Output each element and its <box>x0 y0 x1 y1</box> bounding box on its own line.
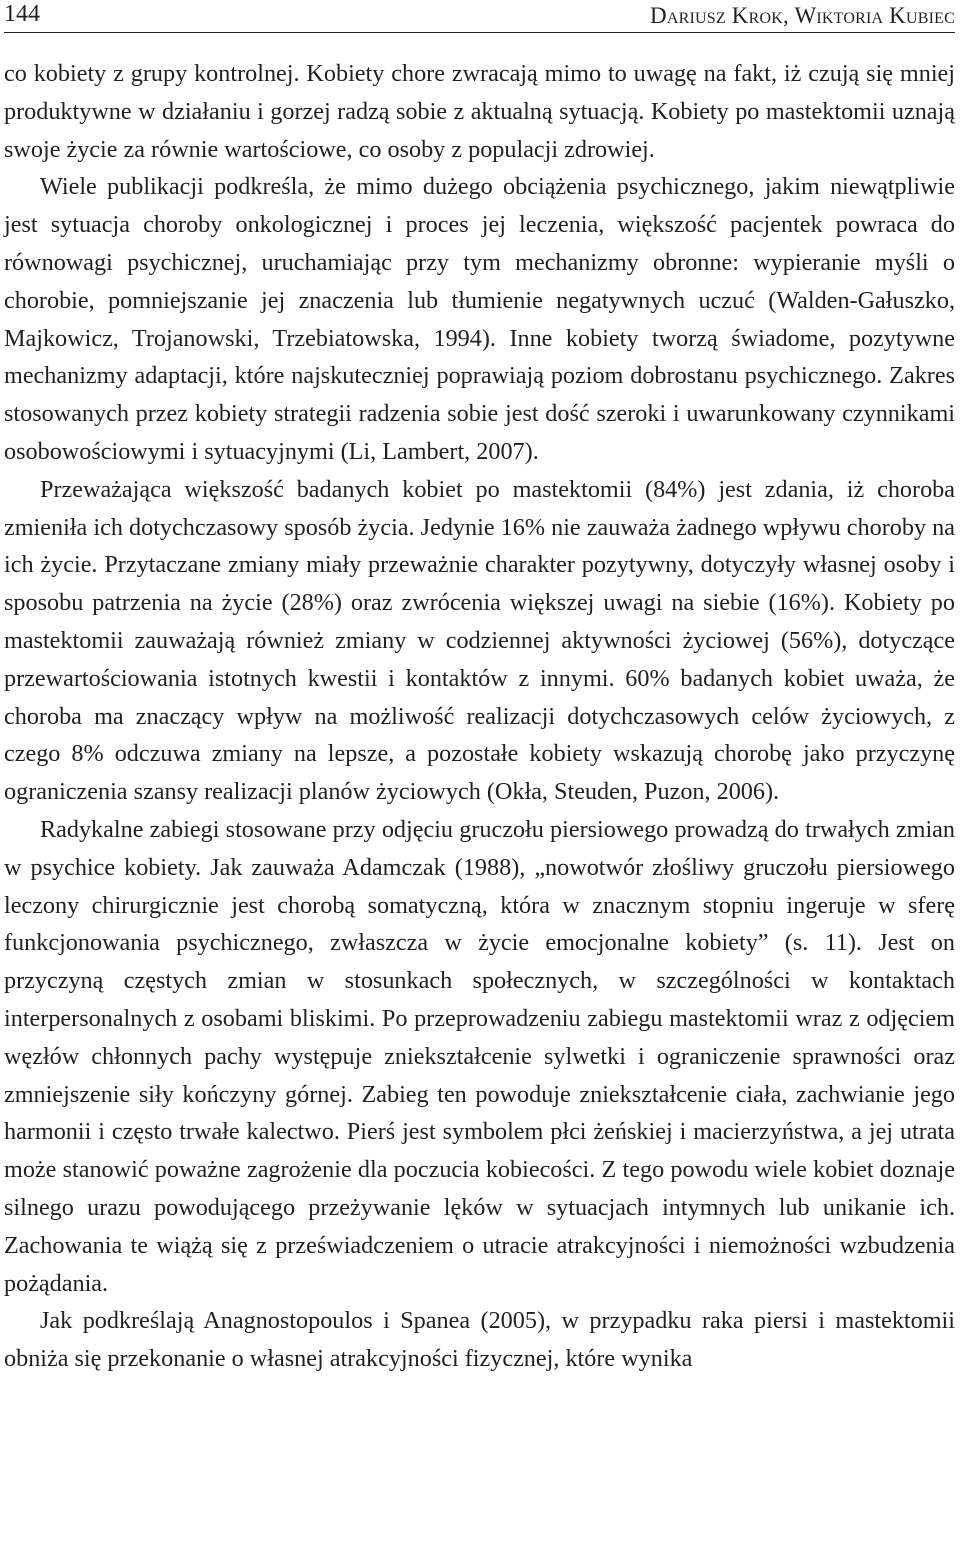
paragraph-attractiveness: Jak podkreślają Anagnostopoulos i Spanea (2005), w przypadku raka piersi i mastektomii obniża się przekonanie o własnej atrakcyjności fizycznej, które wynika <box>4 1307 955 1373</box>
page-header <box>4 0 955 33</box>
body-text <box>4 55 955 1378</box>
paragraph-defense-mechanisms: Wiele publikacji podkreśla, że mimo dużego obciążenia psychicznego, jakim niewątpliwie jest sytuacja choroby onkologicznej i proces jej leczenia, większość pacjentek powraca do równowagi psychicznej, uruchamiając przy tym mechanizmy obronne: wypieranie myśli o chorobie, pomniejszanie jej znaczenia lub tłumienie negatywnych uczuć (Walden-Gałuszko, Majkowicz, Trojanowski, Trzebiatowska, 1994). Inne kobiety tworzą świadome, pozytywne mechanizmy adaptacji, które najskuteczniej poprawiają poziom dobrostanu psychicznego. Zakres stosowanych przez kobiety strategii radzenia sobie jest dość szeroki i uwarunkowany czynnikami osobowościowymi i sytuacyjnymi (Li, Lambert, 2007). <box>4 173 955 465</box>
page-number: 144 <box>4 1 40 27</box>
paragraph-continuation: co kobiety z grupy kontrolnej. Kobiety chore zwracają mimo to uwagę na fakt, iż czują się mniej produktywne w działaniu i gorzej radzą sobie z aktualną sytuacją. Kobiety po mastektomii uznają swoje życie za równie wartościowe, co osoby z populacji zdrowiej. <box>4 60 955 163</box>
paragraph-radical-surgery: Radykalne zabiegi stosowane przy odjęciu gruczołu piersiowego prowadzą do trwałych zmian w psychice kobiety. Jak zauważa Adamczak (1988), „nowotwór złośliwy gruczołu piersiowego leczony chirurgicznie jest chorobą somatyczną, która w znacznym stopniu ingeruje w sferę funkcjonowania psychicznego, zwłaszcza w życie emocjonalne kobiety” (s. 11). Jest on przyczyną częstych zmian w stosunkach społecznych, w szczególności w kontaktach interpersonalnych z osobami bliskimi. Po przeprowadzeniu zabiegu mastektomii wraz z odjęciem węzłów chłonnych pachy występuje zniekształcenie sylwetki i ograniczenie sprawności oraz zmniejszenie siły kończyny górnej. Zabieg ten powoduje zniekształcenie ciała, zachwianie jego harmonii i często trwałe kalectwo. Pierś jest symbolem płci żeńskiej i macierzyństwa, a jej utrata może stanowić poważne zagrożenie dla poczucia kobiecości. Z tego powodu wiele kobiet doznaje silnego urazu powodującego przeżywanie lęków w sytuacjach intymnych lub unikanie ich. Zachowania te wiążą się z przeświadczeniem o utracie atrakcyjności i niemożności wzbudzenia pożądania. <box>4 815 955 1297</box>
running-head-authors: Dariusz Krok, Wiktoria Kubiec <box>650 3 955 28</box>
paragraph-life-changes: Przeważająca większość badanych kobiet po mastektomii (84%) jest zdania, iż choroba zmieniła ich dotychczasowy sposób życia. Jedynie 16% nie zauważa żadnego wpływu choroby na ich życie. Przytaczane zmiany miały przeważnie charakter pozytywny, dotyczyły własnej osoby i sposobu patrzenia na życie (28%) oraz zwrócenia większej uwagi na siebie (16%). Kobiety po mastektomii zauważają również zmiany w codziennej aktywności życiowej (56%), dotyczące przewartościowania istotnych kwestii i kontaktów z innymi. 60% badanych kobiet uważa, że choroba ma znaczący wpływ na możliwość realizacji dotychczasowych celów życiowych, z czego 8% odczuwa zmiany na lepsze, a pozostałe kobiety wskazują chorobę jako przyczynę ograniczenia szansy realizacji planów życiowych (Okła, Steuden, Puzon, 2006). <box>4 475 955 806</box>
